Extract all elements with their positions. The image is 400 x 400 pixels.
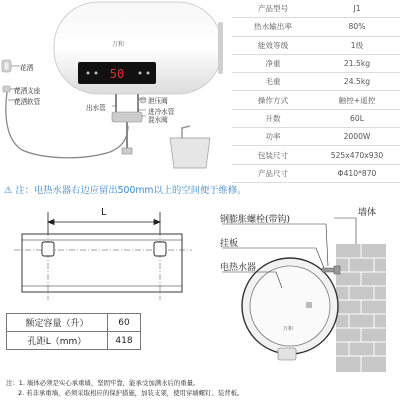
capacity-value: 418	[108, 332, 141, 350]
label-shower: 花洒	[20, 64, 34, 72]
wall-mounting-diagram	[216, 198, 400, 378]
spec-value: Φ410*870	[314, 164, 400, 182]
maintenance-note	[4, 182, 400, 196]
footnote-line-1: 注：1. 墙体必须是实心承重墙，坚固牢靠，能承受加满水后的重量。	[6, 379, 200, 387]
spec-value: J1	[314, 0, 400, 18]
shower-bracket	[3, 86, 10, 92]
table-row	[232, 91, 400, 109]
installation-footnote	[6, 379, 243, 398]
dimension-label: L	[101, 207, 107, 218]
pipes	[112, 94, 146, 154]
table-row	[232, 73, 400, 91]
table-row	[232, 164, 400, 182]
spec-value: 2000W	[314, 128, 400, 146]
brick-wall	[336, 244, 386, 372]
spec-key: 产品尺寸	[232, 164, 314, 182]
spec-key: 功率	[232, 128, 314, 146]
label-expansion-bolt: 钢膨胀螺栓(带钩)	[220, 215, 291, 225]
spec-value: 60L	[314, 109, 400, 127]
warning-icon: ⚠	[4, 185, 13, 196]
label-wall: 墙体	[358, 208, 377, 218]
spec-key: 产品型号	[232, 0, 314, 18]
table-row	[232, 18, 400, 36]
shower-head	[2, 60, 11, 72]
spec-key: 毛重	[232, 73, 314, 91]
table-row	[232, 146, 400, 164]
table-row	[232, 109, 400, 127]
footnote-line-2: 2. 若非承重墙，必须采取相应的保护措施，加装支架，使用穿墙螺钉、装背板。	[18, 388, 244, 397]
label-inlet-pipe: 进冷水管	[148, 108, 175, 116]
spec-value: 触控+遥控	[314, 91, 400, 109]
capacity-key: 额定容量（升）	[7, 314, 108, 332]
spec-key: 操作方式	[232, 91, 314, 109]
label-outlet-pipe: 出水管	[86, 104, 106, 112]
spec-value: 80%	[314, 18, 400, 36]
spec-key: 能效等级	[232, 36, 314, 54]
heater-end-view	[242, 258, 338, 360]
spec-value: 24.5kg	[314, 73, 400, 91]
label-shower-hose: 花洒软管	[14, 98, 41, 106]
maintenance-note-text: 注：电热水器右边应留出500mm以上的空间便于维修。	[15, 185, 247, 196]
label-mixing-valve: 混水阀	[148, 116, 168, 124]
mount-brand-logo: 万和	[282, 326, 294, 332]
label-shower-bracket: 花洒支座	[14, 87, 41, 95]
spec-value: 525x470x930	[314, 146, 400, 164]
display-digits: 50	[109, 67, 125, 81]
table-row	[7, 314, 141, 332]
control-display-panel	[78, 62, 156, 84]
spec-value: 21.5kg	[314, 54, 400, 72]
capacity-value: 60	[108, 314, 141, 332]
spec-table	[232, 0, 400, 183]
label-heater: 电热水器	[220, 263, 257, 273]
table-row	[232, 36, 400, 54]
spec-key: 净重	[232, 54, 314, 72]
heater-brand-logo: 万和	[111, 41, 125, 48]
spec-value: 1级	[314, 36, 400, 54]
spec-key: 升数	[232, 109, 314, 127]
table-row	[232, 128, 400, 146]
spec-key: 包装尺寸	[232, 146, 314, 164]
label-relief-valve: 泄压阀	[148, 97, 168, 105]
spec-key: 热水输出率	[232, 18, 314, 36]
capacity-table	[6, 313, 141, 350]
sink	[170, 126, 210, 168]
table-row	[232, 0, 400, 18]
capacity-key: 孔距L（mm）	[7, 332, 108, 350]
table-row	[7, 332, 141, 350]
label-hanger-plate: 挂板	[220, 239, 239, 249]
table-row	[232, 54, 400, 72]
